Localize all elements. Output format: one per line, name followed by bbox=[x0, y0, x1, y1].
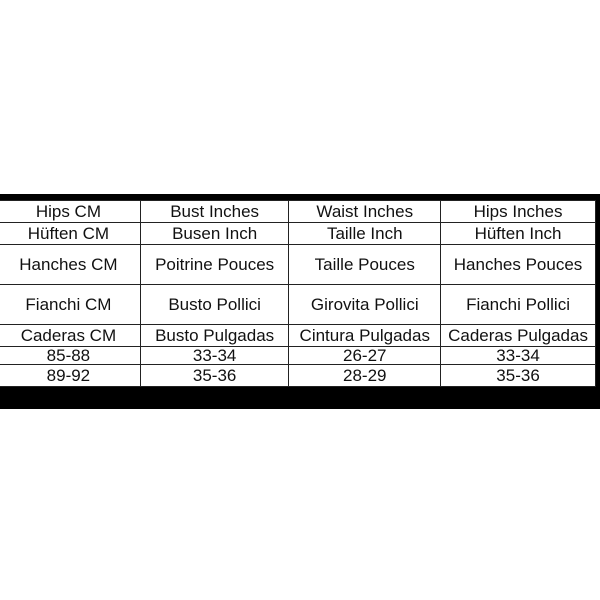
table-cell: Waist Inches bbox=[289, 201, 441, 223]
table-row-size-2 bbox=[0, 365, 596, 387]
table-cell: Hips CM bbox=[0, 201, 140, 223]
table-cell: Busto Pollici bbox=[140, 285, 289, 325]
table-cell: 85-88 bbox=[0, 347, 140, 365]
table-row-header-french bbox=[0, 245, 596, 285]
table-row-header-english bbox=[0, 201, 596, 223]
table-cell: Fianchi Pollici bbox=[441, 285, 596, 325]
table-row-header-german bbox=[0, 223, 596, 245]
table-cell: Bust Inches bbox=[140, 201, 289, 223]
table-cell: Busto Pulgadas bbox=[140, 325, 289, 347]
table-cell: Girovita Pollici bbox=[289, 285, 441, 325]
table-cell: 28-29 bbox=[289, 365, 441, 387]
table-cell: Hanches Pouces bbox=[441, 245, 596, 285]
table-cell: Hüften Inch bbox=[441, 223, 596, 245]
table-cell: Cintura Pulgadas bbox=[289, 325, 441, 347]
size-chart-frame bbox=[0, 194, 600, 409]
table-cell: 35-36 bbox=[441, 365, 596, 387]
table-cell: Busen Inch bbox=[140, 223, 289, 245]
table-cell: Poitrine Pouces bbox=[140, 245, 289, 285]
table-row-header-spanish bbox=[0, 325, 596, 347]
table-cell: 33-34 bbox=[140, 347, 289, 365]
table-cell: Hanches CM bbox=[0, 245, 140, 285]
table-cell: Hüften CM bbox=[0, 223, 140, 245]
table-cell: Fianchi CM bbox=[0, 285, 140, 325]
table-row-header-italian bbox=[0, 285, 596, 325]
table-row-size-1 bbox=[0, 347, 596, 365]
table-cell: 33-34 bbox=[441, 347, 596, 365]
table-cell: 35-36 bbox=[140, 365, 289, 387]
table-cell: Hips Inches bbox=[441, 201, 596, 223]
table-cell: 26-27 bbox=[289, 347, 441, 365]
table-cell: 89-92 bbox=[0, 365, 140, 387]
table-cell: Taille Pouces bbox=[289, 245, 441, 285]
table-cell: Caderas Pulgadas bbox=[441, 325, 596, 347]
size-chart-table bbox=[0, 200, 596, 387]
table-cell: Taille Inch bbox=[289, 223, 441, 245]
table-cell: Caderas CM bbox=[0, 325, 140, 347]
